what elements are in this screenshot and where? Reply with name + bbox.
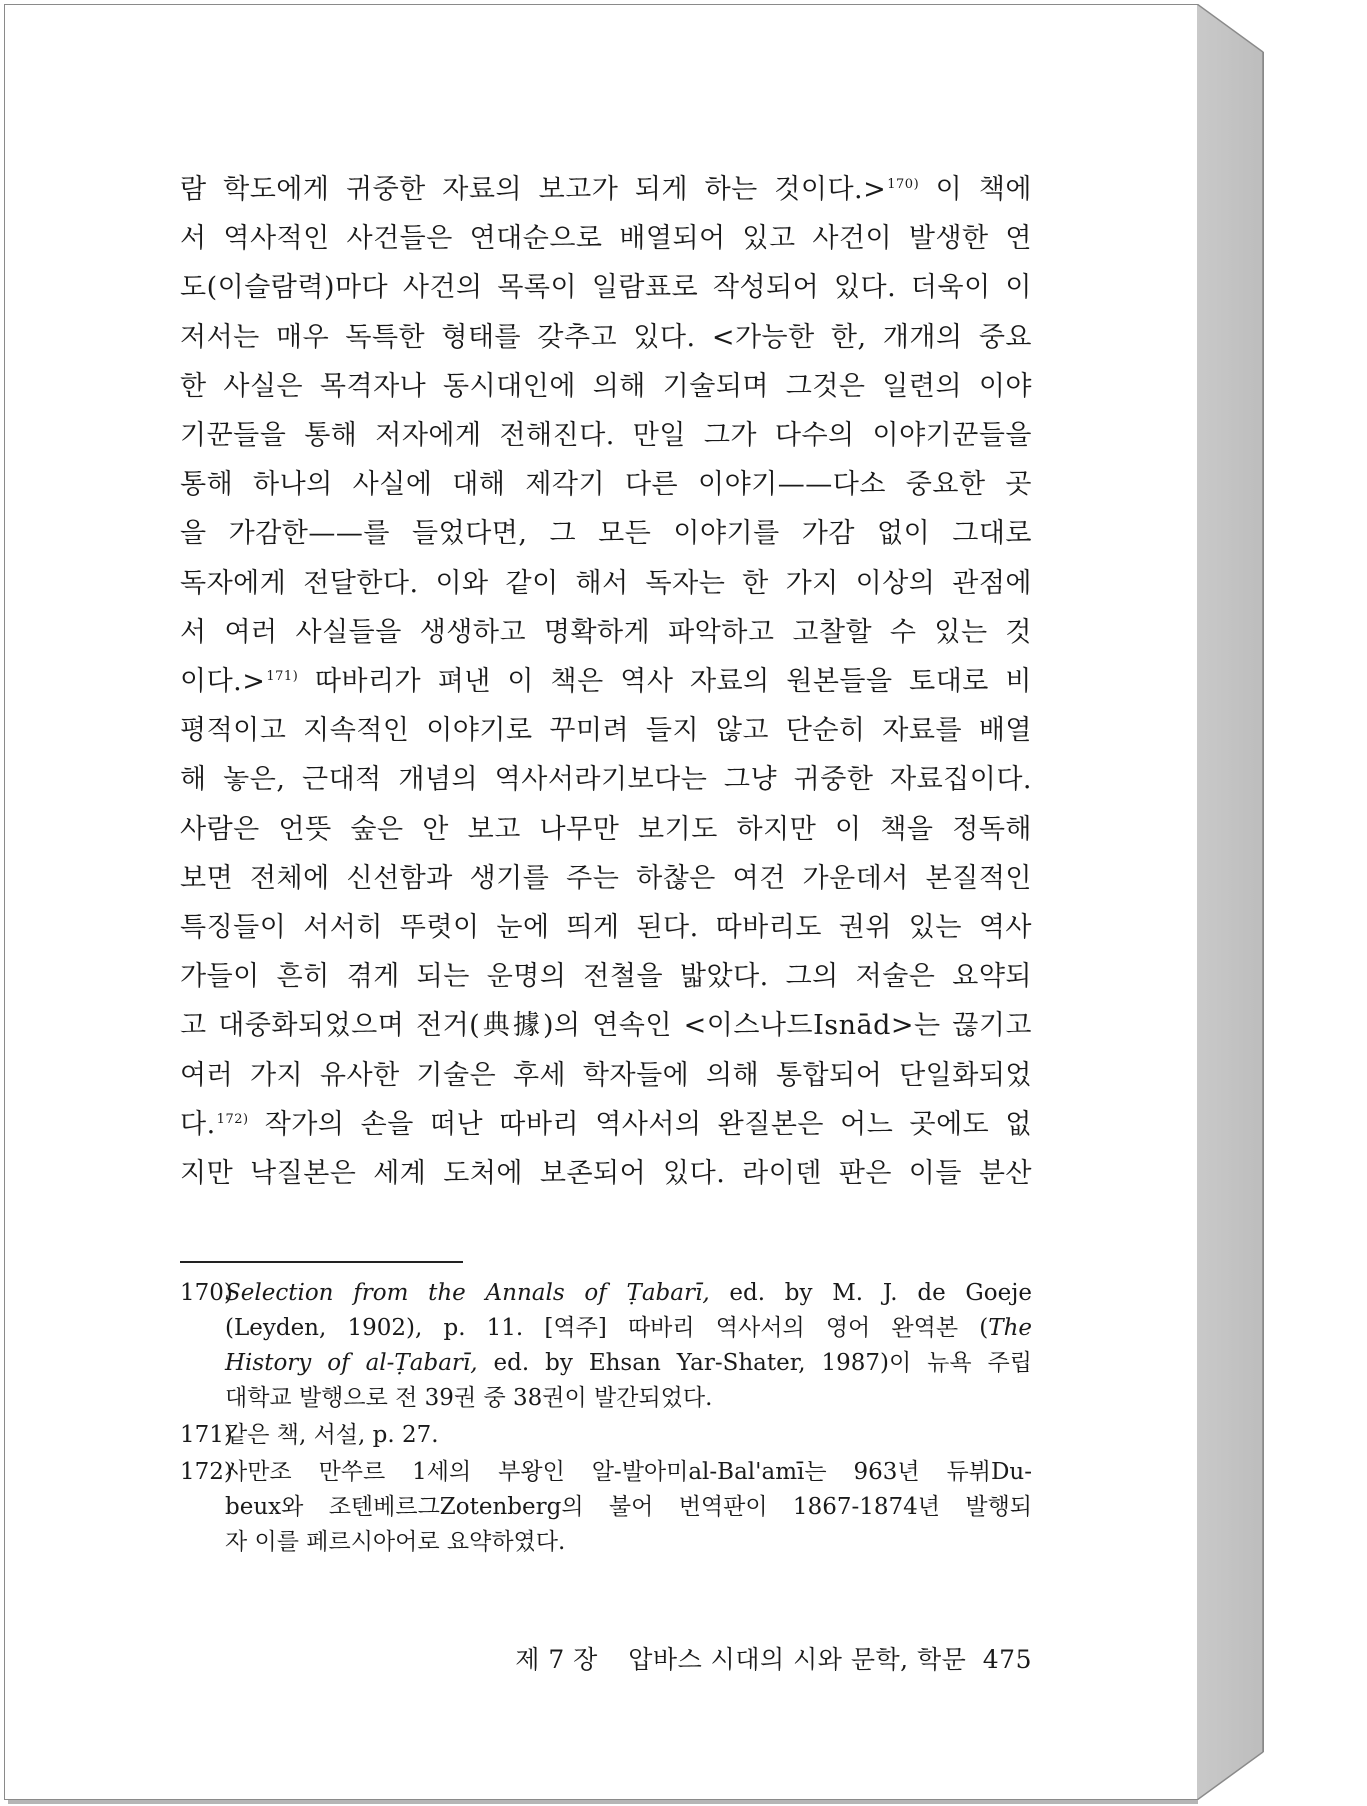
body-line-text: 고 대중화되었으며 전거(典據)의 연속인 <이스나드Isnād>는 끊기고 xyxy=(180,1010,1032,1042)
body-line xyxy=(180,1100,1032,1149)
body-line-text: 작가의 손을 떠난 따바리 역사서의 완질본은 어느 곳에도 없 xyxy=(248,1108,1032,1140)
page-edge xyxy=(1197,4,1264,1800)
body-line-text: 독자에게 전달한다. 이와 같이 해서 독자는 한 가지 이상의 관점에 xyxy=(180,567,1032,599)
body-line xyxy=(180,805,1032,854)
footnote-separator xyxy=(180,1261,463,1263)
body-line-text: 따바리가 펴낸 이 책은 역사 자료의 원본들을 토대로 비 xyxy=(298,666,1032,698)
body-line-text: 통해 하나의 사실에 대해 제각기 다른 이야기——다소 중요한 곳 xyxy=(180,469,1032,501)
footnote-number: 171) xyxy=(180,1422,233,1448)
footnote-ref[interactable]: 171) xyxy=(266,669,299,685)
footnote-number: 172) xyxy=(180,1459,233,1485)
footnote-item xyxy=(180,1276,1032,1416)
chapter-label: 제 7 장 xyxy=(515,1645,598,1674)
body-line-text: 서 여러 사실들을 생생하고 명확하게 파악하고 고찰할 수 있는 것 xyxy=(180,616,1032,648)
footnote-body xyxy=(225,1276,1032,1416)
body-line xyxy=(180,214,1032,263)
body-text-block xyxy=(180,165,1032,1198)
body-line xyxy=(180,313,1032,362)
footnote-text: ed. by Ehsan Yar-Shater, 1987)이 뉴욕 주립 xyxy=(477,1350,1032,1376)
footnotes xyxy=(180,1276,1032,1562)
body-line xyxy=(180,559,1032,608)
body-line-text: 이 책에 xyxy=(919,174,1032,205)
footnote-text: History of al-Ṭabarī, xyxy=(225,1350,478,1376)
footnote-ref[interactable]: 172) xyxy=(216,1111,249,1127)
body-line-text: 특징들이 서서히 뚜렷이 눈에 띄게 된다. 따바리도 권위 있는 역사 xyxy=(180,912,1032,944)
footnote-text: 같은 책, 서설, p. 27. xyxy=(225,1422,439,1448)
body-line xyxy=(180,706,1032,755)
footnote-text: 사만조 만쑤르 1세의 부왕인 알-발아미al-Bal'amī는 963년 듀뷔Du- xyxy=(225,1459,1032,1485)
body-line-text: 이다.> xyxy=(180,666,266,698)
body-line xyxy=(180,903,1032,952)
body-line xyxy=(180,608,1032,657)
body-line xyxy=(180,362,1032,411)
footnote-body xyxy=(225,1455,1032,1560)
footnote-line xyxy=(225,1276,1032,1311)
body-line xyxy=(180,411,1032,460)
footnote-line xyxy=(225,1455,1032,1490)
footnote-item xyxy=(180,1455,1032,1560)
footnote-text: beux와 조텐베르그Zotenberg의 불어 번역판이 1867-1874년 발행되 xyxy=(225,1494,1032,1520)
footnote-line xyxy=(225,1418,1032,1453)
body-line xyxy=(180,755,1032,804)
footnote-number: 170) xyxy=(180,1280,233,1306)
footnote-line xyxy=(225,1490,1032,1525)
body-line-text: 평적이고 지속적인 이야기로 꾸미려 들지 않고 단순히 자료를 배열 xyxy=(180,715,1032,747)
body-line xyxy=(180,1001,1032,1050)
body-line-text: 여러 가지 유사한 기술은 후세 학자들에 의해 통합되어 단일화되었 xyxy=(180,1059,1032,1091)
running-footer xyxy=(180,1640,1032,1676)
page-number: 475 xyxy=(982,1645,1032,1674)
body-line xyxy=(180,657,1032,706)
body-line xyxy=(180,952,1032,1001)
body-line-text: 다. xyxy=(180,1108,216,1140)
body-line-text: 기꾼들을 통해 저자에게 전해진다. 만일 그가 다수의 이야기꾼들을 xyxy=(180,420,1032,452)
footnote-line xyxy=(225,1346,1032,1381)
body-line-text: 람 학도에게 귀중한 자료의 보고가 되게 하는 것이다.> xyxy=(180,174,887,205)
body-line-text: 보면 전체에 신선함과 생기를 주는 하찮은 여건 가운데서 본질적인 xyxy=(180,862,1032,894)
footnote-line xyxy=(225,1525,1032,1560)
body-line xyxy=(180,460,1032,509)
body-line-text: 을 가감한——를 들었다면, 그 모든 이야기를 가감 없이 그대로 xyxy=(180,518,1032,550)
footnote-item xyxy=(180,1418,1032,1453)
footnote-text: 대학교 발행으로 전 39권 중 38권이 발간되었다. xyxy=(225,1385,713,1411)
page-shadow xyxy=(8,1800,1198,1804)
body-line xyxy=(180,1149,1032,1198)
body-line xyxy=(180,854,1032,903)
footnote-text: The xyxy=(988,1315,1032,1341)
body-line-text: 지만 낙질본은 세계 도처에 보존되어 있다. 라이덴 판은 이들 분산 xyxy=(180,1158,1032,1190)
chapter-title: 압바스 시대의 시와 문학, 학문 xyxy=(628,1645,967,1674)
body-line xyxy=(180,263,1032,312)
body-line xyxy=(180,509,1032,558)
footnote-text: (Leyden, 1902), p. 11. [역주] 따바리 역사서의 영어 완역본 ( xyxy=(225,1315,989,1341)
body-line-text: 한 사실은 목격자나 동시대인에 의해 기술되며 그것은 일련의 이야 xyxy=(180,370,1032,402)
footnote-ref[interactable]: 170) xyxy=(887,177,920,192)
body-line-text: 도(이슬람력)마다 사건의 목록이 일람표로 작성되어 있다. 더욱이 이 xyxy=(180,272,1032,304)
body-line-text: 가들이 흔히 겪게 되는 운명의 전철을 밟았다. 그의 저술은 요약되 xyxy=(180,961,1032,993)
body-line xyxy=(180,1051,1032,1100)
footnote-text: 자 이를 페르시아어로 요약하였다. xyxy=(225,1529,566,1555)
footnote-line xyxy=(225,1311,1032,1346)
body-line-text: 해 놓은, 근대적 개념의 역사서라기보다는 그냥 귀중한 자료집이다. xyxy=(180,764,1032,796)
body-paragraph xyxy=(180,165,1032,1198)
body-line-text: 서 역사적인 사건들은 연대순으로 배열되어 있고 사건이 발생한 연 xyxy=(180,223,1032,255)
body-line-text: 저서는 매우 독특한 형태를 갖추고 있다. <가능한 한, 개개의 중요 xyxy=(180,321,1032,353)
footnote-line xyxy=(225,1381,1032,1416)
body-line-text: 사람은 언뜻 숲은 안 보고 나무만 보기도 하지만 이 책을 정독해 xyxy=(180,813,1032,845)
footnote-text: Selection from the Annals of Ṭabarī, xyxy=(225,1280,710,1306)
footnote-text: ed. by M. J. de Goeje xyxy=(709,1280,1032,1306)
footnote-body xyxy=(225,1418,1032,1453)
body-line xyxy=(180,165,1032,214)
